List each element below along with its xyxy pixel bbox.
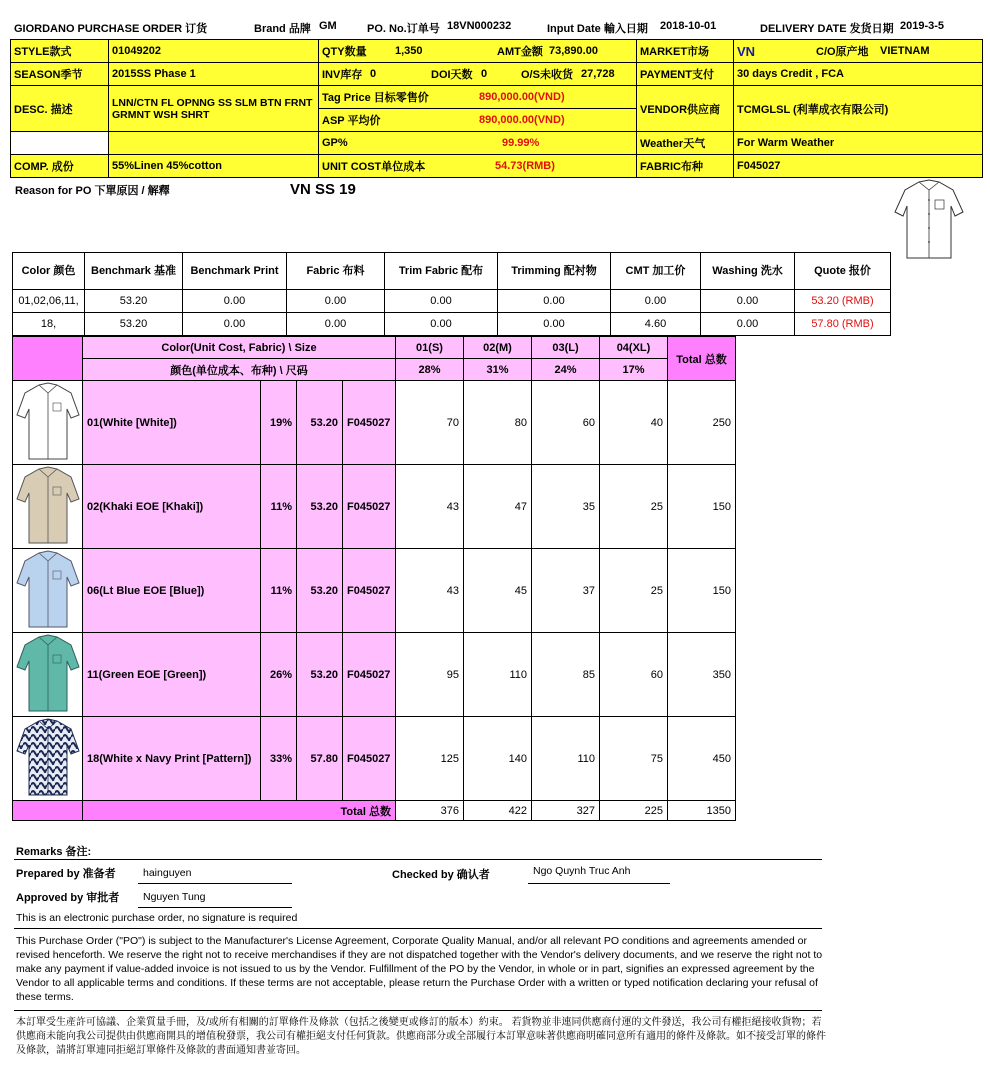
- size-pct: 17%: [600, 359, 668, 381]
- row-total: 250: [668, 381, 736, 465]
- color-pct: 33%: [261, 717, 297, 801]
- color-cost: 53.20: [297, 633, 343, 717]
- color-pct: 11%: [261, 465, 297, 549]
- footer-qty: 422: [464, 801, 532, 821]
- doi-value: 0: [481, 68, 488, 80]
- delivery-date-value: 2019-3-5: [900, 20, 945, 32]
- qty-cell: 70: [396, 381, 464, 465]
- shirt-sketch-image: [893, 176, 965, 262]
- cost-header: Trimming 配衬物: [498, 253, 611, 290]
- row-total: 350: [668, 633, 736, 717]
- unit-cost-label: UNIT COST单位成本: [322, 161, 426, 173]
- asp-label: ASP 平均价: [322, 115, 381, 127]
- co-label: C/O原产地: [816, 46, 869, 58]
- qty-cell: 37: [532, 549, 600, 633]
- row-total: 150: [668, 465, 736, 549]
- qty-cell: 60: [532, 381, 600, 465]
- qty-cell: 25: [600, 549, 668, 633]
- cost-cell: 0.00: [183, 313, 287, 336]
- style-value: 01049202: [109, 40, 319, 63]
- payment-value: 30 days Credit , FCA: [734, 63, 983, 86]
- cost-header: Trim Fabric 配布: [385, 253, 498, 290]
- size-header: 03(L): [532, 337, 600, 359]
- approved-value: Nguyen Tung: [143, 891, 206, 903]
- unit-cost-cell: [319, 155, 637, 178]
- footer-qty: 376: [396, 801, 464, 821]
- table-row: [13, 717, 736, 801]
- asp-value: 890,000.00(VND): [479, 114, 565, 126]
- cost-header: Benchmark Print: [183, 253, 287, 290]
- quote-cell: 53.20 (RMB): [795, 290, 891, 313]
- cost-row: [13, 313, 891, 336]
- divider: [14, 859, 822, 860]
- color-pct: 26%: [261, 633, 297, 717]
- color-cost: 57.80: [297, 717, 343, 801]
- qty-value: 1,350: [395, 45, 423, 57]
- color-fabric: F045027: [343, 549, 396, 633]
- total-header: Total 总数: [668, 337, 736, 381]
- size-header: 04(XL): [600, 337, 668, 359]
- tag-price-value: 890,000.00(VND): [479, 91, 565, 103]
- weather-label: Weather天气: [637, 132, 734, 155]
- footer-total-label: Total 总数: [83, 801, 396, 821]
- row-total: 450: [668, 717, 736, 801]
- approved-label: Approved by 审批者: [16, 892, 120, 904]
- fabric-value: F045027: [734, 155, 983, 178]
- cost-header: Fabric 布料: [287, 253, 385, 290]
- cost-row: [13, 290, 891, 313]
- asp-cell: [319, 109, 637, 132]
- reason-label: Reason for PO 下單原因 / 解釋: [15, 185, 170, 197]
- qty-cell: 110: [464, 633, 532, 717]
- prepared-value: hainguyen: [143, 867, 192, 879]
- qty-cell: 95: [396, 633, 464, 717]
- row-total: 150: [668, 549, 736, 633]
- table-row: [13, 633, 736, 717]
- shirt-blue-image: [13, 549, 83, 633]
- os-value: 27,728: [581, 68, 615, 80]
- qty-cell: 75: [600, 717, 668, 801]
- size-pct: 31%: [464, 359, 532, 381]
- qty-cell: 40: [600, 381, 668, 465]
- legal-chinese: 本訂單受生產許可協議、企業質量手冊，及/或所有相關的訂單條件及條款（包括之後變更或修訂的版本）約束。 若貨物並非連同供應商付運的文件發送，我公司有權拒絕接收貨物；若供應商未能向我公司提供由供應商開具的增值稅發票，我公司有權拒絕支付任何貨款。供應商部分或全部履行本訂單意味著供應商明確同意所有適用的條件及條款。如不接受訂單的條件及條款，請將訂單連同拒絕訂單條件及條款的書面通知書並寄回。: [16, 1017, 826, 1056]
- fabric-label: FABRIC布种: [637, 155, 734, 178]
- color-pct: 11%: [261, 549, 297, 633]
- input-date-label: Input Date 輸入日期: [547, 23, 648, 35]
- color-cost: 53.20: [297, 549, 343, 633]
- cost-cell: 0.00: [287, 290, 385, 313]
- po-info-table: [10, 39, 983, 178]
- shirt-green-image: [13, 633, 83, 717]
- comp-label: COMP. 成份: [11, 155, 109, 178]
- color-fabric: F045027: [343, 633, 396, 717]
- po-header: [14, 20, 974, 34]
- cost-header-row: [13, 253, 891, 290]
- signature-line: [138, 883, 292, 884]
- co-value: VIETNAM: [880, 45, 930, 57]
- cost-cell: 4.60: [611, 313, 701, 336]
- cost-cell: 0.00: [701, 290, 795, 313]
- color-fabric: F045027: [343, 381, 396, 465]
- totals-row: [13, 801, 736, 821]
- qty-cell: 80: [464, 381, 532, 465]
- tag-price-cell: [319, 86, 637, 109]
- amt-value: 73,890.00: [549, 45, 598, 57]
- qty-cell: 60: [600, 633, 668, 717]
- cost-cell: 0.00: [385, 290, 498, 313]
- gp-value: 99.99%: [502, 137, 540, 149]
- electronic-note: This is an electronic purchase order, no signature is required: [16, 912, 298, 924]
- comp-value: 55%Linen 45%cotton: [109, 155, 319, 178]
- qty-cell: 25: [600, 465, 668, 549]
- table-row: [13, 549, 736, 633]
- cost-cell: 0.00: [287, 313, 385, 336]
- desc-label: DESC. 描述: [11, 86, 109, 132]
- signature-line: [138, 907, 292, 908]
- qty-cell: 140: [464, 717, 532, 801]
- cost-cell: 53.20: [85, 313, 183, 336]
- divider: [14, 928, 822, 929]
- cost-cell: 0.00: [611, 290, 701, 313]
- qty-cell: 110: [532, 717, 600, 801]
- inv-label: INV库存: [322, 69, 363, 81]
- shirt-navy-print-image: [13, 717, 83, 801]
- po-title: GIORDANO PURCHASE ORDER 订货: [14, 23, 208, 35]
- vendor-label: VENDOR供应商: [637, 86, 734, 132]
- footer-blank: [13, 801, 83, 821]
- gp-label: GP%: [322, 137, 348, 149]
- brand-label: Brand 品牌: [254, 23, 311, 35]
- color-name: 11(Green EOE [Green]): [83, 633, 261, 717]
- legal-english: This Purchase Order ("PO") is subject to the Manufacturer's License Agreement, Corporate Quality Manual, and/or all relevant PO conditions and agreements amended or revised henceforth. We reserve the right not to receive merchandises if they are not dispatched together with the Vendor's delivery documents, and we reserve the right not to make any payment if value-added invoice is not issued to us by the Vendor. Fulfillment of the PO by the Vendor, in whole or in part, signifies an expressed agreement by the Vendor to all applicable terms and conditions. If these terms are not acceptable, please return the Purchase Order with a written or typed notification declaring your refusal of these terms.: [16, 935, 823, 1003]
- cost-breakdown-table: [12, 252, 891, 336]
- cost-cell: 0.00: [385, 313, 498, 336]
- blank-cell: [109, 132, 319, 155]
- cost-header: Benchmark 基准: [85, 253, 183, 290]
- size-header: 01(S): [396, 337, 464, 359]
- qty-cell: 43: [396, 465, 464, 549]
- po-number-label: PO. No.订单号: [367, 23, 440, 35]
- checked-value: Ngo Quynh Truc Anh: [533, 865, 631, 877]
- footer-qty: 225: [600, 801, 668, 821]
- size-pct: 28%: [396, 359, 464, 381]
- qty-cell: 47: [464, 465, 532, 549]
- amt-label: AMT金额: [497, 46, 543, 58]
- reason-value: VN SS 19: [290, 181, 356, 198]
- color-name: 18(White x Navy Print [Pattern]): [83, 717, 261, 801]
- cost-cell: 0.00: [183, 290, 287, 313]
- brand-value: GM: [319, 20, 337, 32]
- color-cost: 53.20: [297, 465, 343, 549]
- season-value: 2015SS Phase 1: [109, 63, 319, 86]
- cost-header: Quote 报价: [795, 253, 891, 290]
- table-row: [13, 465, 736, 549]
- cost-cell: 0.00: [498, 313, 611, 336]
- po-number-value: 18VN000232: [447, 20, 512, 32]
- cost-header: CMT 加工价: [611, 253, 701, 290]
- cost-header: Color 颜色: [13, 253, 85, 290]
- cost-cell: 0.00: [498, 290, 611, 313]
- qty-cell: 43: [396, 549, 464, 633]
- os-label: O/S未收货: [521, 69, 573, 81]
- payment-label: PAYMENT支付: [637, 63, 734, 86]
- inv-doi-os-cell: [319, 63, 637, 86]
- color-pct: 19%: [261, 381, 297, 465]
- style-label: STYLE款式: [11, 40, 109, 63]
- color-fabric: F045027: [343, 717, 396, 801]
- desc-line-2: GRMNT WSH SHRT: [112, 108, 210, 121]
- cost-cell: 01,02,06,11,: [13, 290, 85, 313]
- header-blank: [13, 337, 83, 381]
- market-label: MARKET市场: [637, 40, 734, 63]
- cost-cell: 0.00: [701, 313, 795, 336]
- size-breakdown-table: [12, 336, 736, 821]
- qty-cell: 35: [532, 465, 600, 549]
- qty-label: QTY数量: [322, 46, 367, 58]
- divider: [14, 1010, 822, 1011]
- signature-line: [528, 883, 670, 884]
- qty-cell: 85: [532, 633, 600, 717]
- table-row: [13, 381, 736, 465]
- color-name: 06(Lt Blue EOE [Blue]): [83, 549, 261, 633]
- shirt-white-image: [13, 381, 83, 465]
- color-name: 01(White [White]): [83, 381, 261, 465]
- checked-label: Checked by 确认者: [392, 869, 490, 881]
- input-date-value: 2018-10-01: [660, 20, 717, 32]
- weather-value: For Warm Weather: [734, 132, 983, 155]
- shirt-khaki-image: [13, 465, 83, 549]
- tag-price-label: Tag Price 目标零售价: [322, 92, 429, 104]
- inv-value: 0: [370, 68, 377, 80]
- market-value: VN: [737, 43, 756, 59]
- cost-header: Washing 洗水: [701, 253, 795, 290]
- blank-cell: [11, 132, 109, 155]
- desc-line-1: LNN/CTN FL OPNNG SS SLM BTN FRNT: [112, 96, 313, 109]
- cost-cell: 18,: [13, 313, 85, 336]
- quote-cell: 57.80 (RMB): [795, 313, 891, 336]
- qty-cell: 125: [396, 717, 464, 801]
- vendor-value: TCMGLSL (利華成衣有限公司): [734, 86, 983, 132]
- delivery-date-label: DELIVERY DATE 发货日期: [760, 23, 894, 35]
- footer-qty: 327: [532, 801, 600, 821]
- size-pct: 24%: [532, 359, 600, 381]
- season-label: SEASON季节: [11, 63, 109, 86]
- remarks-label: Remarks 备注:: [16, 846, 92, 858]
- size-header: 02(M): [464, 337, 532, 359]
- unit-cost-value: 54.73(RMB): [495, 160, 555, 172]
- qty-cell: 45: [464, 549, 532, 633]
- color-name: 02(Khaki EOE [Khaki]): [83, 465, 261, 549]
- desc-value: [109, 86, 319, 132]
- color-fabric: F045027: [343, 465, 396, 549]
- cost-cell: 53.20: [85, 290, 183, 313]
- prepared-label: Prepared by 准备者: [16, 868, 116, 880]
- grand-total: 1350: [668, 801, 736, 821]
- market-co-cell: [734, 40, 983, 63]
- color-size-header: Color(Unit Cost, Fabric) \ Size: [83, 337, 396, 359]
- color-cost: 53.20: [297, 381, 343, 465]
- qty-amt-cell: [319, 40, 637, 63]
- gp-cell: [319, 132, 637, 155]
- color-size-header-cn: 颜色(单位成本、布种) \ 尺码: [83, 359, 396, 381]
- doi-label: DOI天数: [431, 69, 473, 81]
